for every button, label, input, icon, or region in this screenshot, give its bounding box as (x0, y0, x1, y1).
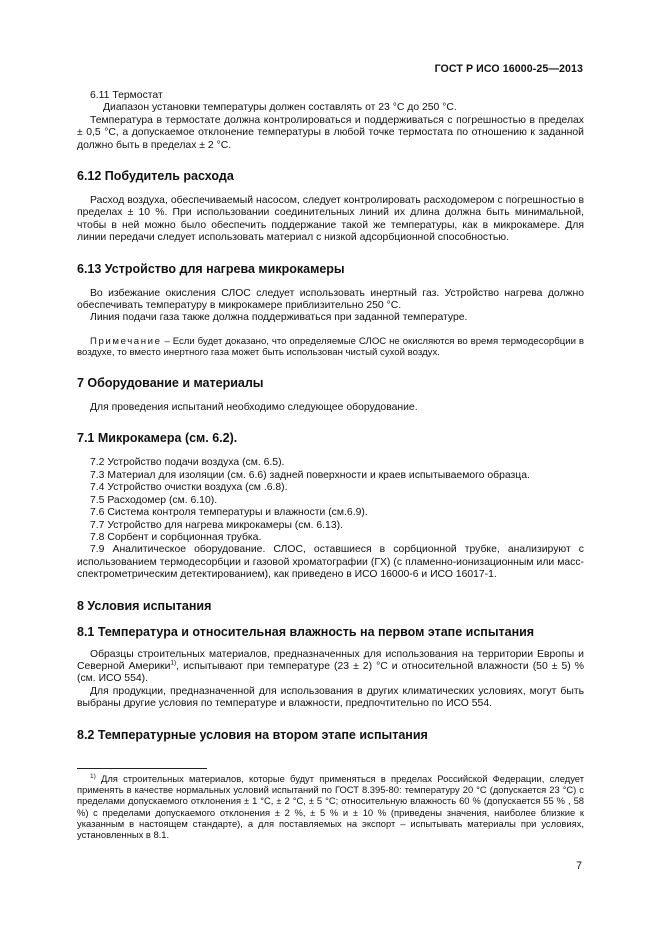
section-6-12-p1: Расход воздуха, обеспечиваемый насосом, следует контролировать расходомером с погрешностью в пределах ± 10 %. При использовании соединительных линий их длина должна быть минимальной, чтобы в ней можно было обеспечить поддержание такой же температуры, как в микрокамере. Для линии передачи следует использовать материал с низкой адсорбционной способностью. (77, 195, 584, 244)
section-8-1-p1 (77, 649, 584, 686)
list-item-7-3: 7.3 Материал для изоляции (см. 6.6) задней поверхности и краев испытываемого образца. (90, 469, 530, 481)
section-6-13-p2: Линия подачи газа также должна поддерживаться при заданной температуре. (90, 312, 468, 324)
footnote-mark: 1) (90, 772, 96, 780)
section-8-heading: 8 Условия испытания (77, 598, 212, 613)
footnote-divider (77, 768, 207, 769)
section-8-1-p2: Для продукции, предназначенной для использования в других климатических условиях, могут быть выбраны другие условия по температуре и влажности, предпочтительно по ИСО 554. (77, 685, 584, 710)
note-text: – Если будет доказано, что определяемые СЛОС не окисляются во время термодесорбции в воздухе, то вместо инертного газа может быть использован чистый сухой воздух. (77, 335, 584, 359)
document-body (77, 90, 584, 754)
list-item-7-6: 7.6 Система контроля температуры и влажности (см.6.9). (90, 507, 368, 519)
section-6-13-p1: Во избежание окисления СЛОС следует использовать инертный газ. Устройство нагрева должно обеспечивать температуру в микрокамере приблизительно 250 °С. (77, 287, 584, 312)
section-8-1-p1-text-b: , испытывают при температуре (23 ± 2) °С и относительной влажности (50 ± 5) % (см. ИСО 554). (77, 660, 584, 685)
section-6-13-note (77, 336, 584, 359)
section-6-11-p2: Температура в термостате должна контролироваться и поддерживаться с погрешностью в пределах ± 0,5 °С, а допускаемое отклонение температуры в любой точке термостата по отношению к заданной должно быть в пределах ± 2 °С. (77, 114, 584, 151)
section-6-11-p1: Диапазон установки температуры должен составлять от 23 °С до 250 °С. (103, 102, 457, 114)
document-header: ГОСТ Р ИСО 16000-25—2013 (434, 63, 583, 75)
note-label: Примечание (90, 335, 162, 347)
footnote (77, 773, 584, 840)
section-7-heading: 7 Оборудование и материалы (77, 376, 264, 391)
section-7-1-heading: 7.1 Микрокамера (см. 6.2). (77, 431, 238, 446)
section-7-p1: Для проведения испытаний необходимо следующее оборудование. (90, 402, 418, 414)
section-8-1-heading: 8.1 Температура и относительная влажность на первом этапе испытания (77, 624, 535, 639)
list-item-7-5: 7.5 Расходомер (см. 6.10). (90, 494, 218, 506)
list-item-7-2: 7.2 Устройство подачи воздуха (см. 6.5). (90, 457, 285, 469)
section-6-13-heading: 6.13 Устройство для нагрева микрокамеры (77, 261, 345, 276)
section-6-11-title: 6.11 Термостат (90, 90, 163, 101)
section-8-2-heading: 8.2 Температурные условия на втором этапе испытания (77, 727, 428, 742)
list-item-7-4: 7.4 Устройство очистки воздуха (см .6.8). (90, 482, 288, 494)
section-6-12-heading: 6.12 Побудитель расхода (77, 169, 234, 184)
page-number: 7 (576, 860, 582, 872)
footnote-text: Для строительных материалов, которые будут применяться в пределах Российской Федерации, следует применять в качестве нормальных условий испытаний по ГОСТ 8.395-80: температуру 20 °С (допускается 23 °С) с пределами допускаемого отклонения ± 1 °С, ± 2 °С, ± 5 °С; относительную влажность 60 % (допускается 55 % , 58 %) с пределами допускаемого отклонения ± 2 %, ± 5 % и ± 10 % (приведены значения, наиболее близкие к указанным в настоящем стандарте), а для поставляемых на экспорт – испытывать материалы при условиях, установленных в 8.1. (77, 773, 584, 841)
footnote-ref: 1) (170, 659, 177, 667)
list-item-7-8: 7.8 Сорбент и сорбционная трубка. (90, 531, 262, 543)
section-8-1-p1-text-a: Образцы строительных материалов, предназначенных для использования на территории Европы и Северной Америки (77, 648, 584, 672)
list-item-7-7: 7.7 Устройство для нагрева микрокамеры (см. 6.13). (90, 519, 343, 531)
list-item-7-9: 7.9 Аналитическое оборудование. СЛОС, оставшиеся в сорбционной трубке, анализируют с использованием термодесорбции и газовой хроматографии (ГХ) (с пламенно-ионизационным или масс-спектрометрическим детектированием), как приведено в ИСО 16000-6 и ИСО 16017-1. (77, 544, 584, 581)
footnote-paragraph (77, 773, 584, 840)
